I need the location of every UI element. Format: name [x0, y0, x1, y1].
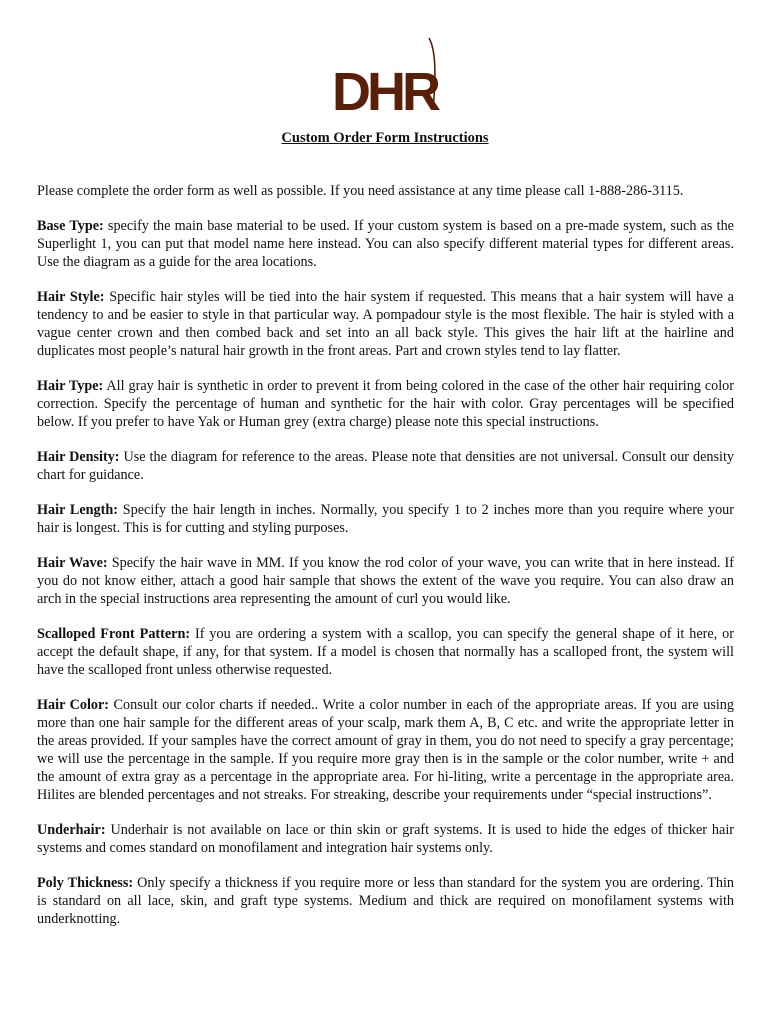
- section-poly-thickness: [37, 874, 734, 928]
- section-hair-wave: [37, 554, 734, 608]
- section-label: Scalloped Front Pattern:: [37, 626, 191, 642]
- dhr-logo: [330, 36, 442, 116]
- section-label: Hair Length:: [37, 502, 118, 518]
- section-label: Underhair:: [37, 822, 106, 838]
- section-hair-density: [37, 448, 734, 484]
- section-text: Consult our color charts if needed.. Write a color number in each of the appropriate areas. If you are using more than one hair sample for the different areas of your scalp, mark them A, B, C etc. and write the appropriate letter in the areas provided. If your samples have the correct amount of gray in them, you do not need to specify a gray percentage; we will use the percentage in the sample. If you require more gray then is in the sample or the color number, write + and the amount of extra gray as a percentage in the appropriate area. For hi-liting, write a percentage in the appropriate area. Hilites are blended percentages and not streaks. For streaking, describe your requirements under “special instructions”.: [37, 697, 734, 803]
- section-hair-style: [37, 288, 734, 360]
- section-hair-color: [37, 696, 734, 804]
- section-text: Specific hair styles will be tied into the hair system if requested. This means that a hair system will have a tendency to and be easier to style in that particular way. A pompadour style is the most flexible. The hair is styled with a vague center crown and then combed back and set into an all back style. This gives the hair lift at the hairline and duplicates most people’s natural hair growth in the front areas. Part and crown styles tend to lay flatter.: [37, 289, 734, 359]
- section-text: Specify the hair length in inches. Normally, you specify 1 to 2 inches more than you require where your hair is longest. This is for cutting and styling purposes.: [37, 502, 734, 536]
- section-label: Hair Type:: [37, 378, 104, 394]
- section-text: Only specify a thickness if you require more or less than standard for the system you are ordering. Thin is standard on all lace, skin, and graft type systems. Medium and thick are required on monofilament systems with underknotting.: [37, 875, 734, 927]
- section-text: If you are ordering a system with a scallop, you can specify the general shape of it here, or accept the default shape, if any, for that system. If a model is chosen that normally has a scalloped front, the system will have the scalloped front unless otherwise requested.: [37, 626, 735, 678]
- section-base-type: [37, 217, 734, 271]
- section-underhair: [37, 821, 734, 857]
- section-scalloped-front-pattern: [37, 625, 734, 679]
- section-label: Hair Wave:: [37, 555, 108, 571]
- section-label: Poly Thickness:: [37, 875, 134, 891]
- section-label: Hair Density:: [37, 449, 120, 465]
- section-hair-type: [37, 377, 734, 431]
- instructions-body: [37, 182, 734, 945]
- section-text: specify the main base material to be used. If your custom system is based on a pre-made system, such as the Superlight 1, you can put that model name here instead. You can also specify different material types for different areas. Use the diagram as a guide for the area locations.: [37, 218, 734, 270]
- section-hair-length: [37, 501, 734, 537]
- section-text: All gray hair is synthetic in order to prevent it from being colored in the case of the other hair requiring color correction. Specify the percentage of human and synthetic for the hair with color. Gray percentages will be specified below. If you prefer to have Yak or Human grey (extra charge) please note this special instructions.: [37, 378, 734, 430]
- dhr-logo-mark: [330, 36, 442, 116]
- section-text: Use the diagram for reference to the areas. Please note that densities are not universal. Consult our density chart for guidance.: [37, 449, 734, 483]
- logo-text: DHR: [332, 62, 437, 116]
- section-text: Underhair is not available on lace or thin skin or graft systems. It is used to hide the edges of thicker hair systems and comes standard on monofilament and integration hair systems only.: [37, 822, 734, 856]
- section-label: Hair Style:: [37, 289, 105, 305]
- section-label: Base Type:: [37, 218, 104, 234]
- section-text: Specify the hair wave in MM. If you know the rod color of your wave, you can write that in here instead. If you do not know either, attach a good hair sample that shows the extent of the wave you require. You can also draw an arch in the special instructions area representing the amount of curl you would like.: [37, 555, 735, 607]
- section-label: Hair Color:: [37, 697, 110, 713]
- page-title: Custom Order Form Instructions: [281, 130, 489, 146]
- intro-paragraph: Please complete the order form as well as possible. If you need assistance at any time please call 1-888-286-3115.: [37, 183, 684, 199]
